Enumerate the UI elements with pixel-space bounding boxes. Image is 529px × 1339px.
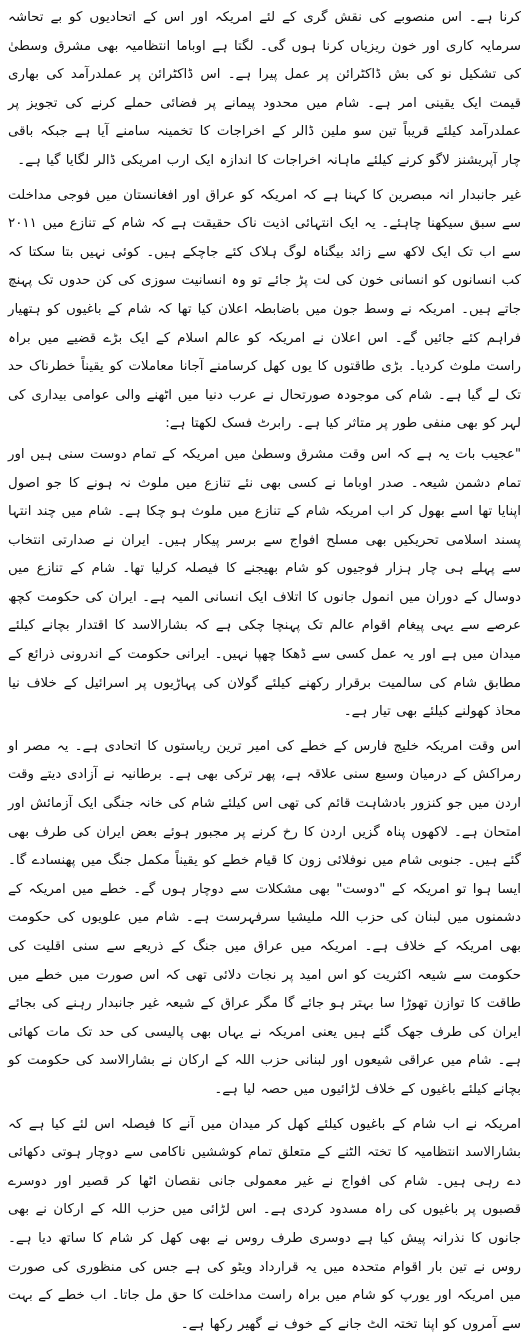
article-paragraph-3: اس وقت امریکہ خلیج فارس کے خطے کی امیر ترین ریاستوں کا اتحادی ہے۔ یہ مصر او رمراکش کے درمیان وسیع سنی علاقہ ہے، پھر ترکی بھی ہے۔ برطانیہ نے آزادی دیتے وقت اردن میں جو کنزور بادشاہت قائم کی تھی اس کیلئے شام کی خانہ جنگی ایک آزمائش اور امتحان ہے۔ لاکھوں پناہ گزیں اردن کا رخ کرنے پر مجبور ہوئے بعض ایران کی طرف بھی گئے ہیں۔ جنوبی شام میں نوفلائی زون کا قیام خطے کو یقیناً مکمل جنگ میں پھنسادے گا۔ ایسا ہوا تو امریکہ کے "دوست" بھی مشکلات سے دوچار ہوں گے۔ خطے میں امریکہ کے دشمنوں میں لبنان کی حزب اللہ ملیشیا سرفہرست ہے۔ شام میں علویوں کی حکومت بھی امریکہ کے خلاف ہے۔ امریکہ میں عراق میں جنگ کے ذریعے سے سنی اقلیت کی حکومت سے شیعہ اکثریت کو اس امید پر نجات دلائی تھی کہ اس صورت میں خطے میں طاقت کا توازن تھوڑا سا بہتر ہو جائے گا مگر عراق کے شیعہ غیر جانبدار رہنے کی بجائے ایران کی طرف جھک گئے ہیں یعنی امریکہ نے یہاں بھی پالیسی کی حد تک مات کھائی ہے۔ شام میں عراقی شیعوں اور لبنانی حزب اللہ کے ارکان نے بشارالاسد کی حکومت کو بچانے کیلئے باغیوں کے خلاف لڑائیوں میں حصہ لیا ہے۔ — [8, 738, 521, 1097]
article-paragraph-1: کرنا ہے۔ اس منصوبے کی نقش گری کے لئے امریکہ اور اس کے اتحادیوں کو بے تحاشہ سرمایہ کاری اور خون ریزیاں کرنا ہوں گی۔ لگتا ہے اوباما انتظامیہ بھی مشرق وسطیٰ کی تشکیل نو کی بش ڈاکٹرائن پر عمل پیرا ہے۔ اس ڈاکٹرائن پر عملدرآمد کی بھاری قیمت ایک یقینی امر ہے۔ شام میں محدود پیمانے پر فضائی حملے کرنے کی تجویز پر عملدرآمد کیلئے قریباً تین سو ملین ڈالر کے اخراجات کا تخمینہ سامنے آیا ہے جبکہ باقی چار آپریشنز لاگو کرنے کیلئے ماہانہ اخراجات کا اندازہ ایک ارب امریکی ڈالر لگایا گیا ہے۔ — [8, 10, 521, 168]
article-paragraph-4: امریکہ نے اب شام کے باغیوں کیلئے کھل کر میدان میں آنے کا فیصلہ اس لئے کیا ہے کہ بشارالاسد انتظامیہ کا تختہ الٹنے کے متعلق تمام کوششیں ناکامی سے دوچار ہوتی دکھائی دے رہی ہیں۔ شام کی افواج نے غیر معمولی جانی نقصان اٹھا کر قصیر اور دوسرے قصبوں پر باغیوں کی راہ مسدود کردی ہے۔ اس لڑائی میں حزب اللہ کے ارکان نے بھی جانوں کا نذرانہ پیش کیا ہے دوسری طرف روس نے بھی کھل کر شام کا ساتھ دیا ہے۔ روس نے تین بار اقوام متحدہ میں یہ قرارداد ویٹو کی ہے جس کی منظوری کی صورت میں امریکہ اور یورپ کو شام میں براہ راست مداخلت کا حق مل جاتا۔ اب خطے کے بہت سے آمروں کو اپنا تختہ الٹ جانے کے خوف نے گھیر رکھا ہے۔ — [8, 1116, 521, 1332]
article-paragraph-2: غیر جانبدار انہ مبصرین کا کہنا ہے کہ امریکہ کو عراق اور افغانستان میں فوجی مداخلت سے سبق سیکھنا چاہئے۔ یہ ایک انتہائی اذیت ناک حقیقت ہے کہ شام کے تنازع میں ۲۰۱۱ سے اب تک ایک لاکھ سے زائد بیگناہ لوگ ہلاک کئے جاچکے ہیں۔ کوئی نہیں بتا سکتا کہ کب انسانوں کو انسانی خون کی لت پڑ جائے تو وہ انسانیت سوزی کی کن حدوں تک پہنچ جاتے ہیں۔ امریکہ نے وسط جون میں باضابطہ اعلان کیا تھا کہ شام کے باغیوں کو ہتھیار فراہم کئے جائیں گے۔ اس اعلان نے امریکہ کو عالم اسلام کے ایک بڑے قضیے میں براہ راست ملوث کردیا۔ بڑی طاقتوں کا یوں کھل کرسامنے آجانا معاملات کو یقیناً خطرناک حد تک لے گیا ہے۔ شام کی موجودہ صورتحال نے عرب دنیا میں اٹھنے والی عوامی بیداری کی لہر کو بھی منفی طور پر متاثر کیا ہے۔ رابرٹ فسک لکھتا ہے: — [8, 187, 521, 432]
quoted-paragraph: "عجیب بات یہ ہے کہ اس وقت مشرق وسطیٰ میں امریکہ کے تمام دوست سنی ہیں اور تمام دشمن شیعہ۔ صدر اوباما نے کسی بھی نئے تنازع میں ملوث نہ ہونے کا جو اصول اپنایا تھا اسے بھول کر اب امریکہ شام کے تنازع میں ملوث ہو چکا ہے۔ شام میں چند انتہا پسند اسلامی تحریکیں بھی مسلح افواج سے برسر پیکار ہیں۔ ایران نے صدارتی انتخاب سے پہلے ہی چار ہزار فوجیوں کو شام بھیجنے کا فیصلہ کرلیا تھا۔ شام کے تنازع میں دوسال کے دوران میں انمول جانوں کا اتلاف ایک انسانی المیہ ہے۔ ایران کی حکومت کچھ عرصے سے یہی پیغام اقوام عالم تک پہنچا چکی ہے کہ بشارالاسد کا اقتدار بچانے کیلئے میدان میں ہے اور یہ عمل کسی سے ڈھکا چھپا نہیں۔ ایرانی حکومت کے اندرونی ذرائع کے مطابق شام کی سالمیت برقرار رکھنے کیلئے گولان کی پہاڑیوں پر اسرائیل کے خلاف نیا محاذ کھولنے کیلئے بھی تیار ہے۔ — [8, 446, 521, 720]
